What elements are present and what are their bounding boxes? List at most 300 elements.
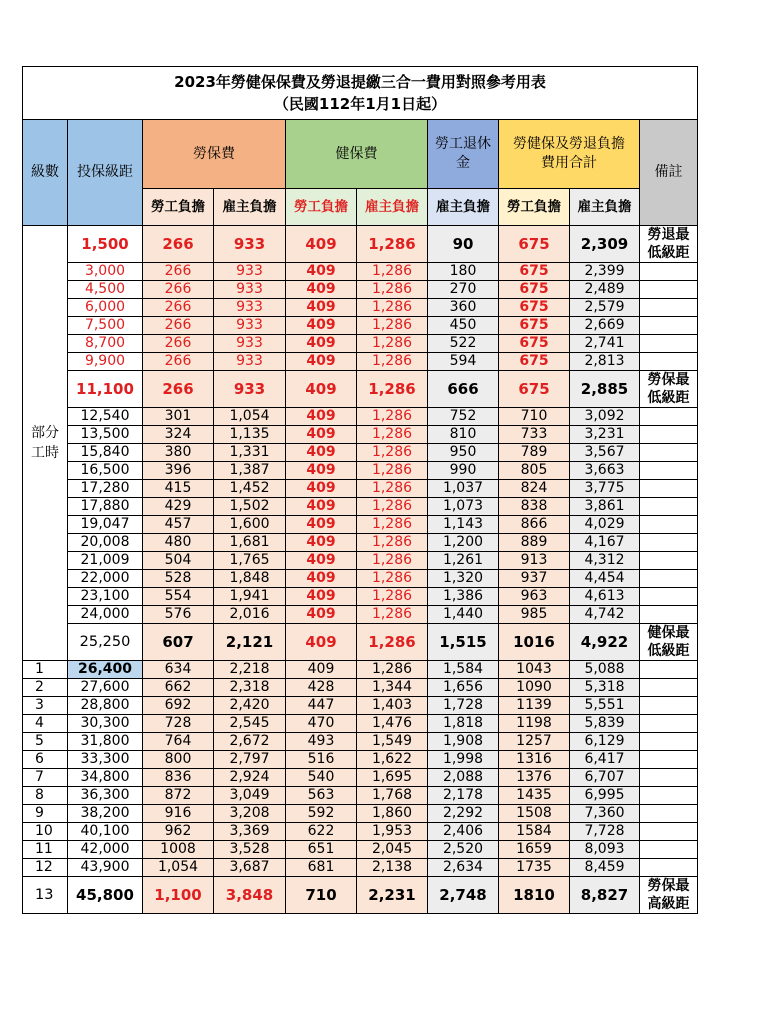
health-employer-cell: 1,286	[357, 426, 428, 444]
pension-employer-cell: 1,998	[428, 751, 499, 769]
insured-salary-cell: 8,700	[68, 335, 143, 353]
fee-table	[22, 66, 698, 914]
header-level: 級數	[23, 120, 68, 226]
labor-employer-cell: 933	[214, 299, 286, 317]
health-worker-cell: 563	[286, 787, 357, 805]
note-cell	[640, 679, 698, 697]
total-worker-cell: 1584	[499, 823, 570, 841]
insured-salary-cell: 36,300	[68, 787, 143, 805]
total-worker-cell: 675	[499, 299, 570, 317]
pension-employer-cell: 270	[428, 281, 499, 299]
insured-salary-cell: 21,009	[68, 552, 143, 570]
labor-employer-cell: 933	[214, 317, 286, 335]
health-employer-cell: 1,286	[357, 226, 428, 263]
health-employer-cell: 1,286	[357, 263, 428, 281]
health-employer-cell: 1,286	[357, 444, 428, 462]
total-employer-cell: 4,167	[570, 534, 640, 552]
total-worker-cell: 675	[499, 317, 570, 335]
health-worker-cell: 409	[286, 263, 357, 281]
labor-worker-cell: 266	[143, 335, 214, 353]
labor-employer-cell: 1,387	[214, 462, 286, 480]
note-cell	[640, 606, 698, 624]
total-employer-cell: 3,092	[570, 408, 640, 426]
health-employer-cell: 1,549	[357, 733, 428, 751]
note-cell	[640, 841, 698, 859]
insured-salary-cell: 12,540	[68, 408, 143, 426]
note-cell	[640, 733, 698, 751]
total-worker-cell: 1810	[499, 877, 570, 914]
table-row	[23, 498, 698, 516]
total-worker-cell: 838	[499, 498, 570, 516]
level-cell: 9	[23, 805, 68, 823]
labor-employer-cell: 933	[214, 281, 286, 299]
table-row	[23, 552, 698, 570]
health-worker-cell: 409	[286, 426, 357, 444]
total-worker-cell: 889	[499, 534, 570, 552]
labor-employer-cell: 1,848	[214, 570, 286, 588]
total-employer-cell: 6,995	[570, 787, 640, 805]
note-cell	[640, 281, 698, 299]
labor-worker-cell: 415	[143, 480, 214, 498]
health-employer-cell: 2,231	[357, 877, 428, 914]
labor-employer-cell: 2,016	[214, 606, 286, 624]
title-row	[23, 67, 698, 120]
insured-salary-cell: 9,900	[68, 353, 143, 371]
note-cell	[640, 480, 698, 498]
health-worker-cell: 409	[286, 661, 357, 679]
total-employer-cell: 2,813	[570, 353, 640, 371]
pension-employer-cell: 90	[428, 226, 499, 263]
pension-employer-cell: 1,818	[428, 715, 499, 733]
total-worker-cell: 1090	[499, 679, 570, 697]
level-cell: 12	[23, 859, 68, 877]
pension-employer-cell: 2,088	[428, 769, 499, 787]
pension-employer-cell: 1,143	[428, 516, 499, 534]
table-row	[23, 353, 698, 371]
health-worker-cell: 622	[286, 823, 357, 841]
note-cell	[640, 299, 698, 317]
health-worker-cell: 447	[286, 697, 357, 715]
health-worker-cell: 493	[286, 733, 357, 751]
labor-worker-cell: 324	[143, 426, 214, 444]
table-row	[23, 371, 698, 408]
health-worker-cell: 409	[286, 408, 357, 426]
health-worker-cell: 409	[286, 299, 357, 317]
health-employer-cell: 1,286	[357, 462, 428, 480]
health-worker-cell: 409	[286, 353, 357, 371]
note-cell: 勞保最低級距	[640, 371, 698, 408]
total-worker-cell: 789	[499, 444, 570, 462]
pension-employer-cell: 1,386	[428, 588, 499, 606]
labor-employer-cell: 1,941	[214, 588, 286, 606]
labor-employer-cell: 1,452	[214, 480, 286, 498]
insured-salary-cell: 11,100	[68, 371, 143, 408]
note-cell	[640, 751, 698, 769]
total-employer-cell: 8,459	[570, 859, 640, 877]
health-employer-cell: 1,953	[357, 823, 428, 841]
total-employer-cell: 2,309	[570, 226, 640, 263]
labor-worker-cell: 800	[143, 751, 214, 769]
health-employer-cell: 1,695	[357, 769, 428, 787]
total-employer-cell: 2,741	[570, 335, 640, 353]
health-employer-cell: 1,286	[357, 570, 428, 588]
insured-salary-cell: 30,300	[68, 715, 143, 733]
table-row	[23, 263, 698, 281]
level-cell: 2	[23, 679, 68, 697]
total-employer-cell: 7,728	[570, 823, 640, 841]
health-employer-cell: 1,286	[357, 588, 428, 606]
total-worker-cell: 1016	[499, 624, 570, 661]
table-row	[23, 335, 698, 353]
pension-employer-cell: 360	[428, 299, 499, 317]
labor-worker-cell: 266	[143, 226, 214, 263]
total-worker-cell: 1257	[499, 733, 570, 751]
labor-employer-cell: 2,545	[214, 715, 286, 733]
labor-worker-cell: 396	[143, 462, 214, 480]
labor-employer-cell: 1,135	[214, 426, 286, 444]
total-employer-cell: 3,663	[570, 462, 640, 480]
insured-salary-cell: 4,500	[68, 281, 143, 299]
pension-employer-cell: 1,320	[428, 570, 499, 588]
health-worker-cell: 409	[286, 552, 357, 570]
total-employer-cell: 3,567	[570, 444, 640, 462]
labor-worker-cell: 764	[143, 733, 214, 751]
total-employer-cell: 4,742	[570, 606, 640, 624]
table-row	[23, 480, 698, 498]
table-title: 2023年勞健保保費及勞退提繳三合一費用對照參考用表	[174, 73, 546, 91]
labor-employer-cell: 1,331	[214, 444, 286, 462]
pension-employer-cell: 2,748	[428, 877, 499, 914]
labor-worker-cell: 1008	[143, 841, 214, 859]
total-employer-cell: 4,454	[570, 570, 640, 588]
health-worker-cell: 409	[286, 516, 357, 534]
labor-worker-cell: 692	[143, 697, 214, 715]
note-cell	[640, 263, 698, 281]
pension-employer-cell: 2,634	[428, 859, 499, 877]
note-cell	[640, 715, 698, 733]
table-row	[23, 462, 698, 480]
note-cell: 健保最低級距	[640, 624, 698, 661]
total-employer-cell: 2,489	[570, 281, 640, 299]
header-row-1	[23, 120, 698, 189]
health-worker-cell: 409	[286, 462, 357, 480]
health-employer-cell: 1,286	[357, 480, 428, 498]
pension-employer-cell: 2,520	[428, 841, 499, 859]
note-cell: 勞退最低級距	[640, 226, 698, 263]
labor-employer-cell: 1,054	[214, 408, 286, 426]
total-employer-cell: 3,861	[570, 498, 640, 516]
labor-worker-cell: 554	[143, 588, 214, 606]
table-row	[23, 426, 698, 444]
labor-worker-cell: 872	[143, 787, 214, 805]
labor-worker-cell: 916	[143, 805, 214, 823]
level-cell: 1	[23, 661, 68, 679]
total-employer-cell: 5,088	[570, 661, 640, 679]
pension-employer-cell: 522	[428, 335, 499, 353]
health-employer-cell: 1,286	[357, 371, 428, 408]
insured-salary-cell: 17,880	[68, 498, 143, 516]
insured-salary-cell: 7,500	[68, 317, 143, 335]
labor-worker-cell: 728	[143, 715, 214, 733]
note-cell	[640, 859, 698, 877]
health-worker-cell: 651	[286, 841, 357, 859]
health-employer-cell: 1,476	[357, 715, 428, 733]
table-row	[23, 226, 698, 263]
labor-worker-cell: 457	[143, 516, 214, 534]
health-employer-cell: 1,286	[357, 534, 428, 552]
labor-worker-cell: 429	[143, 498, 214, 516]
labor-employer-cell: 3,369	[214, 823, 286, 841]
health-worker-cell: 409	[286, 588, 357, 606]
header-total: 勞健保及勞退負擔費用合計	[499, 120, 640, 189]
total-worker-cell: 1198	[499, 715, 570, 733]
note-cell	[640, 335, 698, 353]
table-row	[23, 516, 698, 534]
health-employer-cell: 1,286	[357, 281, 428, 299]
total-employer-cell: 4,922	[570, 624, 640, 661]
pension-employer-cell: 2,178	[428, 787, 499, 805]
total-worker-cell: 866	[499, 516, 570, 534]
health-employer-cell: 1,768	[357, 787, 428, 805]
total-worker-cell: 913	[499, 552, 570, 570]
table-row	[23, 444, 698, 462]
labor-employer-cell: 2,672	[214, 733, 286, 751]
table-row	[23, 787, 698, 805]
total-worker-cell: 710	[499, 408, 570, 426]
health-worker-cell: 681	[286, 859, 357, 877]
total-worker-cell: 963	[499, 588, 570, 606]
health-worker-cell: 409	[286, 606, 357, 624]
insured-salary-cell: 25,250	[68, 624, 143, 661]
total-employer-cell: 4,029	[570, 516, 640, 534]
insured-salary-cell: 23,100	[68, 588, 143, 606]
health-employer-cell: 1,286	[357, 299, 428, 317]
insured-salary-cell: 20,008	[68, 534, 143, 552]
labor-worker-cell: 634	[143, 661, 214, 679]
health-worker-cell: 409	[286, 444, 357, 462]
total-worker-cell: 1316	[499, 751, 570, 769]
header-health-worker: 勞工負擔	[286, 189, 357, 226]
note-cell	[640, 661, 698, 679]
header-health-employer: 雇主負擔	[357, 189, 428, 226]
insured-salary-cell: 40,100	[68, 823, 143, 841]
pension-employer-cell: 1,200	[428, 534, 499, 552]
insured-salary-cell: 3,000	[68, 263, 143, 281]
pension-employer-cell: 990	[428, 462, 499, 480]
table-row	[23, 624, 698, 661]
insured-salary-cell: 31,800	[68, 733, 143, 751]
table-row	[23, 534, 698, 552]
health-employer-cell: 1,286	[357, 624, 428, 661]
health-employer-cell: 1,286	[357, 408, 428, 426]
note-cell	[640, 498, 698, 516]
level-cell: 11	[23, 841, 68, 859]
pension-employer-cell: 1,515	[428, 624, 499, 661]
level-cell: 3	[23, 697, 68, 715]
insured-salary-cell: 22,000	[68, 570, 143, 588]
note-cell	[640, 769, 698, 787]
health-employer-cell: 1,286	[357, 353, 428, 371]
pension-employer-cell: 1,261	[428, 552, 499, 570]
pension-employer-cell: 950	[428, 444, 499, 462]
note-cell	[640, 570, 698, 588]
level-cell: 13	[23, 877, 68, 914]
fee-table-container	[22, 66, 690, 914]
total-employer-cell: 6,707	[570, 769, 640, 787]
pension-employer-cell: 2,292	[428, 805, 499, 823]
header-labor-employer: 雇主負擔	[214, 189, 286, 226]
pension-employer-cell: 1,656	[428, 679, 499, 697]
labor-worker-cell: 266	[143, 317, 214, 335]
pension-employer-cell: 450	[428, 317, 499, 335]
health-worker-cell: 409	[286, 371, 357, 408]
labor-employer-cell: 1,600	[214, 516, 286, 534]
labor-worker-cell: 380	[143, 444, 214, 462]
level-cell: 8	[23, 787, 68, 805]
pension-employer-cell: 752	[428, 408, 499, 426]
note-cell	[640, 516, 698, 534]
health-worker-cell: 409	[286, 226, 357, 263]
header-total-employer: 雇主負擔	[570, 189, 640, 226]
labor-employer-cell: 1,765	[214, 552, 286, 570]
total-employer-cell: 8,093	[570, 841, 640, 859]
table-row	[23, 805, 698, 823]
insured-salary-cell: 16,500	[68, 462, 143, 480]
health-worker-cell: 409	[286, 570, 357, 588]
total-worker-cell: 675	[499, 371, 570, 408]
health-worker-cell: 516	[286, 751, 357, 769]
health-worker-cell: 428	[286, 679, 357, 697]
labor-employer-cell: 2,797	[214, 751, 286, 769]
total-worker-cell: 985	[499, 606, 570, 624]
total-worker-cell: 805	[499, 462, 570, 480]
note-cell	[640, 588, 698, 606]
insured-salary-cell: 6,000	[68, 299, 143, 317]
health-worker-cell: 710	[286, 877, 357, 914]
level-cell: 5	[23, 733, 68, 751]
total-employer-cell: 6,417	[570, 751, 640, 769]
level-cell: 7	[23, 769, 68, 787]
pension-employer-cell: 1,584	[428, 661, 499, 679]
health-employer-cell: 1,286	[357, 606, 428, 624]
labor-worker-cell: 266	[143, 371, 214, 408]
total-employer-cell: 2,579	[570, 299, 640, 317]
labor-worker-cell: 662	[143, 679, 214, 697]
labor-worker-cell: 576	[143, 606, 214, 624]
health-worker-cell: 409	[286, 624, 357, 661]
insured-salary-cell: 17,280	[68, 480, 143, 498]
total-employer-cell: 7,360	[570, 805, 640, 823]
labor-worker-cell: 266	[143, 263, 214, 281]
total-worker-cell: 1376	[499, 769, 570, 787]
total-employer-cell: 8,827	[570, 877, 640, 914]
labor-employer-cell: 1,502	[214, 498, 286, 516]
labor-employer-cell: 2,318	[214, 679, 286, 697]
insured-salary-cell: 33,300	[68, 751, 143, 769]
level-cell: 6	[23, 751, 68, 769]
insured-salary-cell: 28,800	[68, 697, 143, 715]
health-worker-cell: 409	[286, 335, 357, 353]
labor-employer-cell: 3,848	[214, 877, 286, 914]
labor-employer-cell: 2,121	[214, 624, 286, 661]
labor-employer-cell: 1,681	[214, 534, 286, 552]
insured-salary-cell: 13,500	[68, 426, 143, 444]
health-employer-cell: 1,286	[357, 335, 428, 353]
insured-salary-cell: 15,840	[68, 444, 143, 462]
labor-worker-cell: 528	[143, 570, 214, 588]
total-employer-cell: 2,885	[570, 371, 640, 408]
labor-employer-cell: 3,528	[214, 841, 286, 859]
health-employer-cell: 1,344	[357, 679, 428, 697]
header-pension-employer: 雇主負擔	[428, 189, 499, 226]
total-employer-cell: 3,231	[570, 426, 640, 444]
labor-worker-cell: 504	[143, 552, 214, 570]
header-pension: 勞工退休金	[428, 120, 499, 189]
labor-employer-cell: 2,420	[214, 697, 286, 715]
table-row	[23, 751, 698, 769]
table-row	[23, 733, 698, 751]
health-employer-cell: 1,286	[357, 661, 428, 679]
total-worker-cell: 1735	[499, 859, 570, 877]
total-worker-cell: 675	[499, 353, 570, 371]
health-worker-cell: 409	[286, 281, 357, 299]
pension-employer-cell: 1,037	[428, 480, 499, 498]
labor-worker-cell: 607	[143, 624, 214, 661]
pension-employer-cell: 180	[428, 263, 499, 281]
total-worker-cell: 675	[499, 263, 570, 281]
table-title-cell	[23, 67, 698, 120]
table-row	[23, 281, 698, 299]
total-worker-cell: 824	[499, 480, 570, 498]
labor-worker-cell: 962	[143, 823, 214, 841]
labor-worker-cell: 266	[143, 299, 214, 317]
insured-salary-cell: 34,800	[68, 769, 143, 787]
insured-salary-cell: 45,800	[68, 877, 143, 914]
table-row	[23, 841, 698, 859]
total-worker-cell: 1508	[499, 805, 570, 823]
table-subtitle: （民國112年1月1日起）	[273, 95, 447, 113]
insured-salary-cell: 38,200	[68, 805, 143, 823]
total-employer-cell: 5,318	[570, 679, 640, 697]
table-row	[23, 408, 698, 426]
total-employer-cell: 5,839	[570, 715, 640, 733]
health-employer-cell: 1,286	[357, 317, 428, 335]
health-employer-cell: 1,286	[357, 498, 428, 516]
table-row	[23, 588, 698, 606]
header-labor-worker: 勞工負擔	[143, 189, 214, 226]
health-employer-cell: 2,138	[357, 859, 428, 877]
labor-worker-cell: 266	[143, 353, 214, 371]
level-cell: 4	[23, 715, 68, 733]
labor-employer-cell: 2,218	[214, 661, 286, 679]
labor-employer-cell: 2,924	[214, 769, 286, 787]
header-labor-insurance: 勞保費	[143, 120, 286, 189]
labor-employer-cell: 933	[214, 371, 286, 408]
table-row	[23, 317, 698, 335]
total-employer-cell: 4,613	[570, 588, 640, 606]
labor-worker-cell: 480	[143, 534, 214, 552]
health-worker-cell: 409	[286, 498, 357, 516]
table-row	[23, 715, 698, 733]
labor-worker-cell: 1,054	[143, 859, 214, 877]
pension-employer-cell: 666	[428, 371, 499, 408]
health-employer-cell: 1,403	[357, 697, 428, 715]
health-worker-cell: 409	[286, 480, 357, 498]
pension-employer-cell: 2,406	[428, 823, 499, 841]
pension-employer-cell: 1,440	[428, 606, 499, 624]
note-cell	[640, 408, 698, 426]
insured-salary-cell: 42,000	[68, 841, 143, 859]
